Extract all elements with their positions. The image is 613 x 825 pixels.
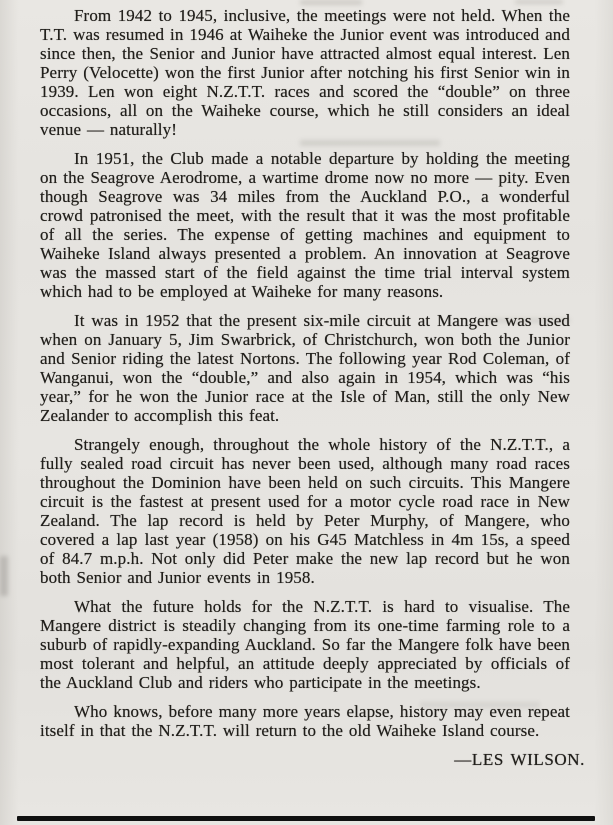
article-body (40, 6, 585, 769)
paragraph-closing: Who knows, before many more years elapse, history may even repeat itself in that the N.Z.T.T. will return to the old Waiheke Island course. (40, 702, 570, 740)
paragraph-mangere-1952: It was in 1952 that the present six-mile circuit at Mangere was used when on January 5, Jim Swarbrick, of Christchurch, won both the Junior and Senior riding the latest Nortons. The following year Rod Coleman, of Wanganui, won the “double,” and also again in 1954, which was “his year,” for he won the Junior race at the Isle of Man, still the only New Zealander to accomplish this feat. (40, 311, 570, 425)
page-bottom-rule (17, 816, 595, 821)
author-signature: —LES WILSON. (454, 750, 585, 769)
show-through-artifact (300, 0, 362, 5)
show-through-artifact (515, 0, 563, 4)
paragraph-future: What the future holds for the N.Z.T.T. is hard to visualise. The Mangere district is steadily changing from its one-time farming role to a suburb of rapidly-expanding Auckland. So far the Mangere folk have been most tolerant and helpful, an attitude deeply appreciated by officials of the Auckland Club and riders who participate in the meetings. (40, 597, 570, 692)
scan-edge-artifact (0, 556, 8, 596)
paragraph-seagrove-1951: In 1951, the Club made a notable departure by holding the meeting on the Seagrove Aerodrome, a wartime drome now no more — pity. Even though Seagrove was 34 miles from the Auckland P.O., a wonderful crowd patronised the meet, with the result that it was the most profitable of all the series. The expense of getting machines and equipment to Waiheke Island always presented a problem. An innovation at Seagrove was the massed start of the field against the time trial interval system which had to be employed at Waiheke for many reasons. (40, 149, 570, 301)
paragraph-lap-record: Strangely enough, throughout the whole history of the N.Z.T.T., a fully sealed road circuit has never been used, although many road races throughout the Dominion have been held on such circuits. This Mangere circuit is the fastest at present used for a motor cycle road race in New Zealand. The lap record is held by Peter Murphy, of Mangere, who covered a lap last year (1958) on his G45 Matchless in 4m 15s, a speed of 84.7 m.p.h. Not only did Peter make the new lap record but he won both Senior and Junior events in 1958. (40, 435, 570, 587)
paragraph-meetings-not-held: From 1942 to 1945, inclusive, the meetings were not held. When the T.T. was resumed in 1946 at Waiheke the Junior event was introduced and since then, the Senior and Junior have attracted almost equal interest. Len Perry (Velocette) won the first Junior after notching his first Senior win in 1939. Len won eight N.Z.T.T. races and scored the “double” on three occasions, all on the Waiheke course, which he still considers an ideal venue — naturally! (40, 6, 570, 139)
